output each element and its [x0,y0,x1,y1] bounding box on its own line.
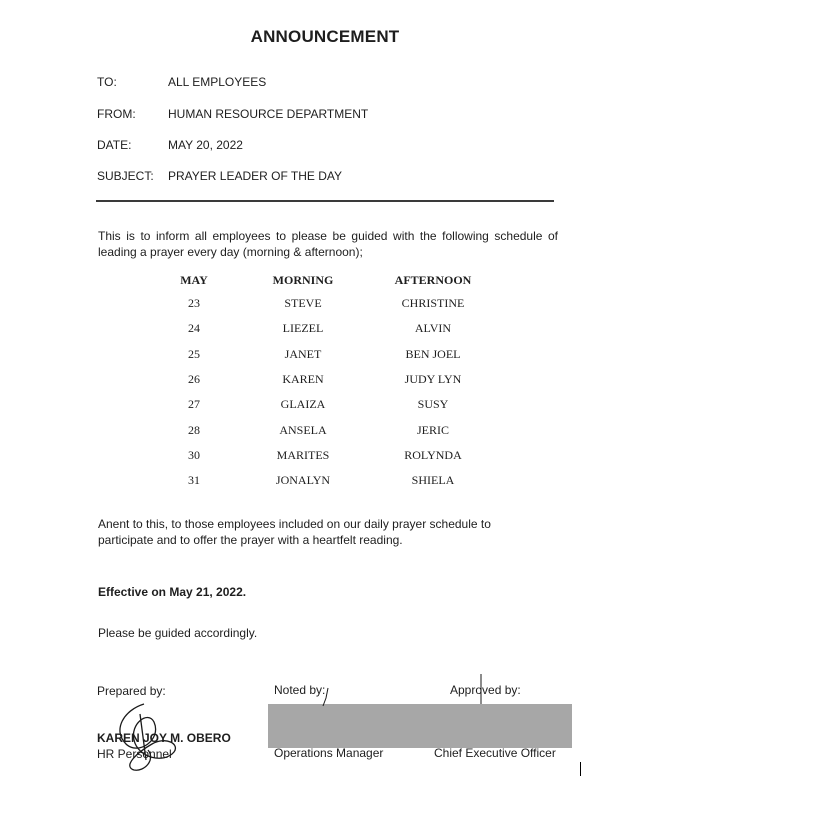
prepared-by-label: Prepared by: [97,684,166,698]
column-header-may: MAY [180,272,208,287]
day-cell: 23 [188,296,200,311]
afternoon-cell: ROLYNDA [404,447,462,462]
header-divider [96,200,554,202]
afternoon-cell: BEN JOEL [405,346,461,361]
to-label: TO: [97,75,117,89]
column-header-morning: MORNING [272,272,334,287]
prayer-schedule-table [165,269,483,493]
from-value: HUMAN RESOURCE DEPARTMENT [168,107,369,121]
day-cell: 27 [188,397,200,412]
redacted-signature-block [268,704,572,748]
table-row [165,367,483,392]
afternoon-cell: SHIELA [411,473,455,488]
pen-stroke-mark [318,686,332,708]
approver-title: Chief Executive Officer [434,746,556,760]
noter-title: Operations Manager [274,746,384,760]
day-cell: 31 [188,473,200,488]
date-value: MAY 20, 2022 [168,138,243,152]
afternoon-cell: JUDY LYN [404,372,462,387]
pen-stroke-mark [476,672,486,706]
preparer-title: HR Personnel [97,747,172,761]
document-title: ANNOUNCEMENT [250,27,400,46]
effective-date: Effective on May 21, 2022. [98,585,247,599]
table-header-row [165,269,483,291]
intro-paragraph: This is to inform all employees to please be guided with the following schedule of leading a prayer every day (morning & afternoon); [98,229,558,259]
from-label: FROM: [97,107,136,121]
preparer-name: KAREN JOY M. OBERO [97,731,231,745]
day-cell: 30 [188,447,200,462]
morning-cell: ANSELA [279,422,327,437]
date-label: DATE: [97,138,132,152]
table-row [165,417,483,442]
subject-value: PRAYER LEADER OF THE DAY [168,169,343,183]
table-row [165,342,483,367]
afternoon-cell: ALVIN [414,321,452,336]
body-paragraph: Anent to this, to those employees included on our daily prayer schedule to participate and to offer the prayer with a heartfelt reading. [98,517,491,547]
afternoon-cell: JERIC [416,422,449,437]
morning-cell: STEVE [284,296,322,311]
afternoon-cell: CHRISTINE [401,296,465,311]
day-cell: 25 [188,346,200,361]
handwritten-signature [104,700,184,772]
morning-cell: MARITES [276,447,330,462]
approved-by-label: Approved by: [450,683,521,697]
text-cursor [580,762,581,776]
morning-cell: LIEZEL [282,321,324,336]
morning-cell: JANET [284,346,322,361]
morning-cell: JONALYN [275,473,331,488]
day-cell: 26 [188,372,200,387]
afternoon-cell: SUSY [417,397,449,412]
noted-by-label: Noted by: [274,683,326,697]
to-value: ALL EMPLOYEES [168,75,267,89]
table-row [165,291,483,316]
table-row [165,392,483,417]
column-header-afternoon: AFTERNOON [394,272,472,287]
closing-line: Please be guided accordingly. [98,626,258,640]
table-row [165,316,483,341]
morning-cell: GLAIZA [280,397,326,412]
day-cell: 28 [188,422,200,437]
morning-cell: KAREN [282,372,324,387]
table-row [165,443,483,468]
subject-label: SUBJECT: [97,169,154,183]
table-row [165,468,483,493]
day-cell: 24 [188,321,200,336]
